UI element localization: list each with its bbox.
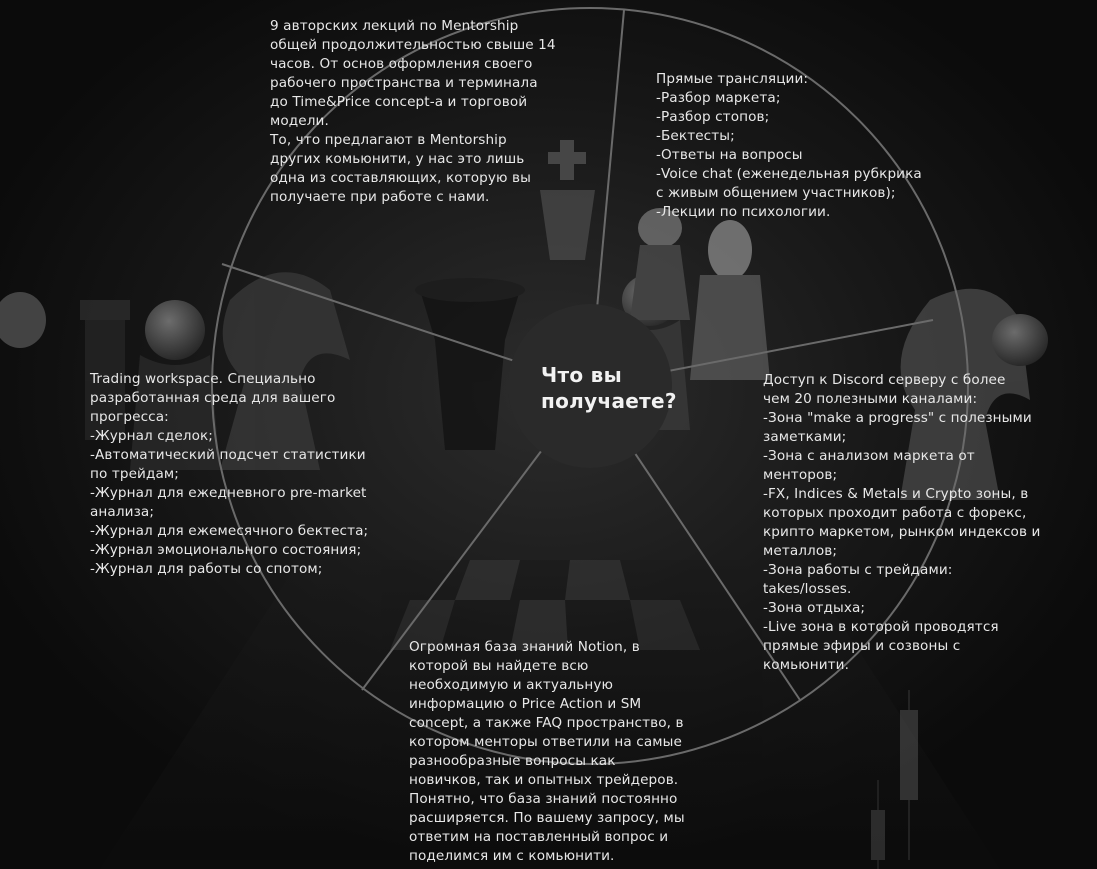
- segment-mentorship-text: 9 авторских лекций по Mentorship общей продолжительностью свыше 14 часов. От основ оформления своего рабочего пространства и терминала до Time&Price concept-а и торговой модели. То, что предлагают в Mentorship других комьюнити, у нас это лишь одна из составляющих, которую вы получаете при работе с нами.: [270, 18, 556, 205]
- segment-streams-text: Прямые трансляции: -Разбор маркета; -Разбор стопов; -Бектесты; -Ответы на вопросы -Voice chat (еженедельная рубкрика с живым общением участников); -Лекции по психологии.: [656, 71, 922, 220]
- center-title: Что вы получаете?: [541, 363, 677, 413]
- segment-discord-text: Доступ к Discord серверу с более чем 20 полезными каналами: -Зона "make a progress" с полезными заметками; -Зона с анализом маркета от менторов; -FX, Indices & Metals и Crypto зоны, в которых проходит работа с форекс, крипто маркетом, рынком индексов и металлов; -Зона работы с трейдами: takes/losses. -Зона отдыха; -Live зона в которой проводятся прямые эфиры и созвоны с комьюнити.: [763, 372, 1041, 673]
- segment-notion-text: Огромная база знаний Notion, в которой вы найдете всю необходимую и актуальную информацию о Price Action и SM concept, а также FAQ пространство, в котором менторы ответили на самые разнообразные вопросы как новичков, так и опытных трейдеров. Понятно, что база знаний постоянно расширяется. По вашему запросу, мы ответим на поставленный вопрос и поделимся им с комьюнити.: [409, 639, 685, 864]
- segment-workspace-text: Trading workspace. Специально разработанная среда для вашего прогресса: -Журнал сделок; -Автоматический подсчет статистики по трейдам; -Журнал для ежедневного pre-market анализа; -Журнал для ежемесячного бектеста; -Журнал эмоционального состояния; -Журнал для работы со спотом;: [90, 371, 369, 577]
